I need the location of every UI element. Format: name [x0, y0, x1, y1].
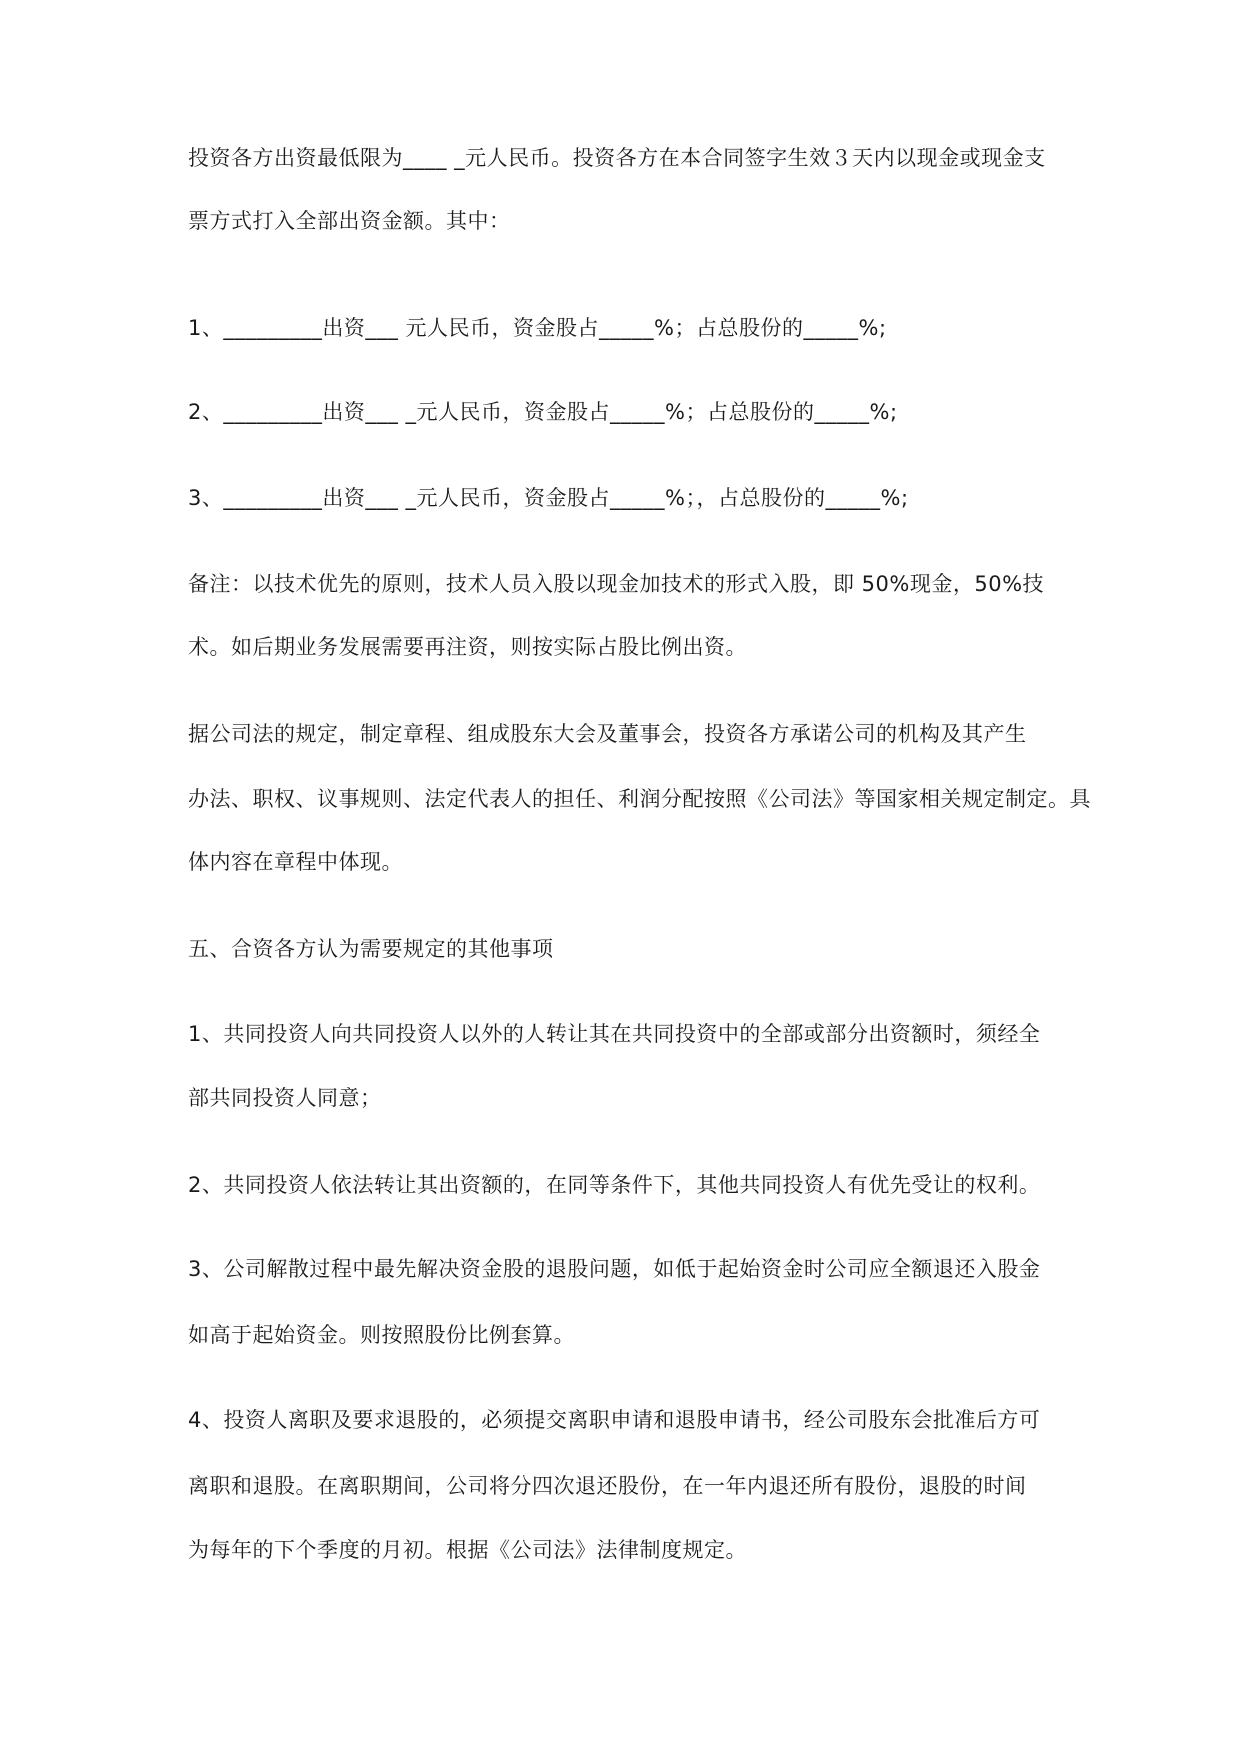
text-line: 办法、职权、议事规则、法定代表人的担任、利润分配按照《公司法》等国家相关规定制定。具 — [188, 787, 1091, 811]
text-line: 术。如后期业务发展需要再注资，则按实际占股比例出资。 — [188, 635, 747, 659]
text-line: 2、_________出资___ _元人民币，资金股占_____%；占总股份的_____%; — [188, 400, 898, 424]
text-line: 1、共同投资人向共同投资人以外的人转让其在共同投资中的全部或部分出资额时，须经全 — [188, 1022, 1041, 1046]
text-line: 票方式打入全部出资金额。其中： — [188, 209, 511, 233]
text-line: 备注：以技术优先的原则，技术人员入股以现金加技术的形式入股，即 50%现金，50%技 — [188, 572, 1045, 596]
text-line: 体内容在章程中体现。 — [188, 850, 403, 874]
text-line: 据公司法的规定，制定章程、组成股东大会及董事会，投资各方承诺公司的机构及其产生 — [188, 722, 1027, 746]
text-line: 为每年的下个季度的月初。根据《公司法》法律制度规定。 — [188, 1538, 747, 1562]
text-line: 1、_________出资___ 元人民币，资金股占_____%；占总股份的_____%; — [188, 316, 887, 340]
text-line: 4、投资人离职及要求退股的，必须提交离职申请和退股申请书，经公司股东会批准后方可 — [188, 1408, 1041, 1432]
text-line: 投资各方出资最低限为____ _元人民币。投资各方在本合同签字生效３天内以现金或现金支 — [188, 146, 1046, 170]
section-heading: 五、合资各方认为需要规定的其他事项 — [188, 937, 554, 961]
text-line: 2、共同投资人依法转让其出资额的，在同等条件下，其他共同投资人有优先受让的权利。 — [188, 1173, 1041, 1197]
text-line: 部共同投资人同意； — [188, 1086, 382, 1110]
text-line: 离职和退股。在离职期间，公司将分四次退还股份，在一年内退还所有股份，退股的时间 — [188, 1474, 1027, 1498]
text-line: 3、_________出资___ _元人民币，资金股占_____%；，占总股份的_____%; — [188, 486, 909, 510]
text-line: 3、公司解散过程中最先解决资金股的退股问题，如低于起始资金时公司应全额退还入股金 — [188, 1257, 1041, 1281]
text-line: 如高于起始资金。则按照股份比例套算。 — [188, 1323, 575, 1347]
